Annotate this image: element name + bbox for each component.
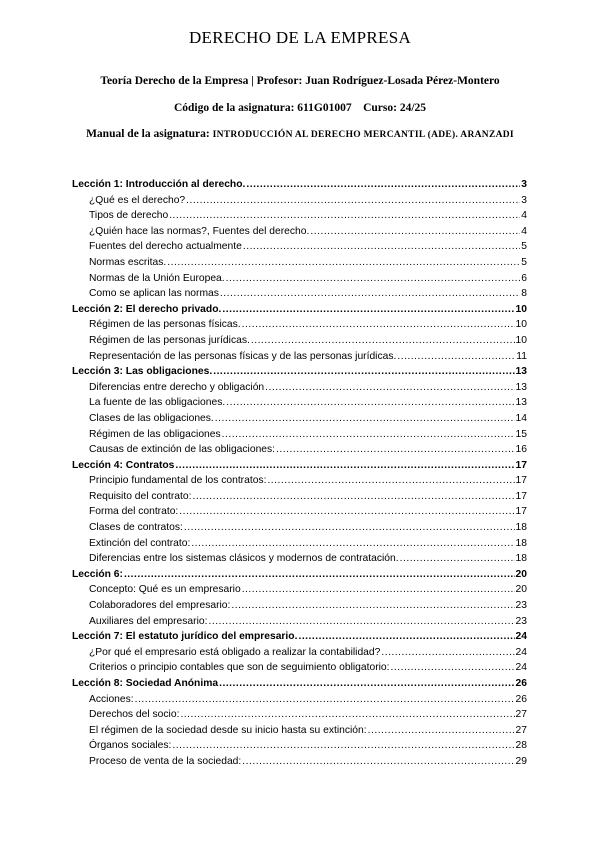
toc-entry-label: ¿Por qué el empresario está obligado a realizar la contabilidad? <box>89 646 381 658</box>
toc-dot-leader <box>220 286 520 302</box>
toc-page-number: 17 <box>515 506 527 518</box>
toc-dot-leader <box>226 271 521 287</box>
toc-page-number: 10 <box>515 334 527 346</box>
toc-entry-label: Régimen de las personas jurídicas. <box>89 334 250 346</box>
toc-entry-label: Principio fundamental de los contratos: <box>89 475 267 487</box>
toc-page-number: 23 <box>515 600 527 612</box>
toc-page-number: 16 <box>515 444 527 456</box>
toc-page-number: 10 <box>515 303 527 315</box>
toc-entry-label: Lección 8: Sociedad Anónima <box>72 678 219 689</box>
toc-entry-label: La fuente de las obligaciones. <box>89 397 226 409</box>
toc-page-number: 17 <box>515 459 527 471</box>
toc-dot-leader <box>124 567 515 583</box>
toc-entry-label: Fuentes del derecho actualmente <box>89 241 242 253</box>
toc-entry-label: Régimen de las obligaciones <box>89 428 221 440</box>
toc-entry-label: Concepto: Qué es un empresario <box>89 584 241 596</box>
toc-subentry[interactable] <box>72 723 527 739</box>
toc-subentry[interactable] <box>72 427 527 443</box>
toc-dot-leader <box>184 520 515 536</box>
toc-dot-leader <box>222 427 515 443</box>
toc-page-number: 26 <box>515 678 527 689</box>
toc-dot-leader <box>172 738 514 754</box>
toc-entry-label: Diferencias entre los sistemas clásicos y modernos de contratación. <box>89 553 399 565</box>
course-code-line: Código de la asignatura: 611G01007 Curso: 24/25 <box>173 102 427 114</box>
toc-page-number: 27 <box>515 724 527 736</box>
toc-dot-leader <box>215 411 515 427</box>
toc-page-number: 5 <box>521 256 527 268</box>
toc-entry-label: Auxiliares del empresario: <box>89 615 208 627</box>
toc-entry-label: Diferencias entre derecho y obligación <box>89 381 265 393</box>
toc-subentry[interactable] <box>72 411 527 427</box>
toc-page-number: 20 <box>515 568 527 580</box>
document-title: DERECHO DE LA EMPRESA <box>188 28 412 47</box>
toc-subentry[interactable] <box>72 536 527 552</box>
toc-dot-leader <box>310 224 520 240</box>
toc-entry-label: Derechos del socio: <box>89 709 180 721</box>
toc-subentry[interactable] <box>72 473 527 489</box>
toc-subentry[interactable] <box>72 224 527 240</box>
toc-lesson-entry[interactable] <box>72 458 527 474</box>
toc-dot-leader <box>135 692 515 708</box>
toc-subentry[interactable] <box>72 614 527 630</box>
toc-page-number: 11 <box>516 350 527 362</box>
toc-dot-leader <box>381 645 514 661</box>
toc-subentry[interactable] <box>72 255 527 271</box>
toc-page-number: 3 <box>521 194 527 206</box>
toc-subentry[interactable] <box>72 271 527 287</box>
toc-dot-leader <box>192 489 514 505</box>
toc-subentry[interactable] <box>72 442 527 458</box>
toc-subentry[interactable] <box>72 551 527 567</box>
toc-dot-leader <box>400 551 515 567</box>
toc-lesson-entry[interactable] <box>72 629 527 645</box>
toc-subentry[interactable] <box>72 692 527 708</box>
toc-page-number: 17 <box>515 475 527 487</box>
toc-subentry[interactable] <box>72 380 527 396</box>
toc-dot-leader <box>242 754 514 770</box>
toc-page-number: 24 <box>515 631 527 643</box>
toc-entry-label: Clases de las obligaciones. <box>89 412 214 424</box>
manual-title: INTRODUCCIÓN AL DERECHO MERCANTIL (ADE). ARANZADI <box>212 130 514 140</box>
toc-lesson-entry[interactable] <box>72 302 527 318</box>
toc-entry-label: Lección 1: Introducción al derecho. <box>72 179 246 190</box>
toc-page-number: 4 <box>521 225 527 237</box>
toc-dot-leader <box>169 208 520 224</box>
toc-subentry[interactable] <box>72 582 527 598</box>
toc-page-number: 18 <box>515 537 527 549</box>
toc-dot-leader <box>265 380 514 396</box>
toc-dot-leader <box>368 723 515 739</box>
toc-dot-leader <box>175 458 514 474</box>
toc-subentry[interactable] <box>72 239 527 255</box>
toc-entry-label: Forma del contrato: <box>89 506 179 518</box>
toc-dot-leader <box>191 536 514 552</box>
toc-subentry[interactable] <box>72 520 527 536</box>
toc-page-number: 13 <box>515 366 527 378</box>
toc-subentry[interactable] <box>72 208 527 224</box>
course-teacher-line: Teoría Derecho de la Empresa | Profesor: Juan Rodríguez-Losada Pérez-Montero <box>100 75 500 87</box>
toc-page-number: 26 <box>515 693 527 705</box>
toc-entry-label: Acciones: <box>89 693 134 705</box>
toc-subentry[interactable] <box>72 349 527 365</box>
toc-entry-label: Como se aplican las normas <box>89 288 219 300</box>
toc-page-number: 14 <box>515 412 527 424</box>
toc-dot-leader <box>246 177 520 193</box>
toc-subentry[interactable] <box>72 333 527 349</box>
toc-page-number: 3 <box>521 179 527 190</box>
toc-dot-leader <box>391 660 515 676</box>
table-of-contents <box>72 177 527 770</box>
toc-dot-leader <box>243 239 520 255</box>
toc-page-number: 29 <box>515 755 527 767</box>
toc-subentry[interactable] <box>72 645 527 661</box>
toc-subentry[interactable] <box>72 598 527 614</box>
toc-dot-leader <box>276 442 514 458</box>
toc-dot-leader <box>231 598 514 614</box>
toc-page-number: 4 <box>521 210 527 222</box>
toc-entry-label: Lección 4: Contratos <box>72 459 175 471</box>
toc-entry-label: Representación de las personas físicas y de las personas jurídicas. <box>89 350 397 362</box>
toc-entry-label: Lección 7: El estatuto jurídico del empresario. <box>72 631 298 643</box>
toc-lesson-entry[interactable] <box>72 676 527 692</box>
toc-page-number: 13 <box>515 381 527 393</box>
toc-entry-label: Régimen de las personas físicas. <box>89 319 241 331</box>
toc-dot-leader <box>167 255 520 271</box>
toc-subentry[interactable] <box>72 707 527 723</box>
toc-entry-label: Proceso de venta de la sociedad: <box>89 755 242 767</box>
toc-page-number: 10 <box>515 319 527 331</box>
toc-entry-label: Causas de extinción de las obligaciones: <box>89 444 276 456</box>
toc-entry-label: Colaboradores del empresario: <box>89 600 231 612</box>
toc-subentry[interactable] <box>72 504 527 520</box>
toc-dot-leader <box>242 582 515 598</box>
toc-entry-label: Clases de contratos: <box>89 522 183 534</box>
toc-page-number: 20 <box>515 584 527 596</box>
toc-dot-leader <box>180 707 514 723</box>
toc-dot-leader <box>226 395 514 411</box>
toc-dot-leader <box>251 333 515 349</box>
toc-page-number: 8 <box>521 288 527 300</box>
toc-dot-leader <box>219 676 514 692</box>
toc-entry-label: Requisito del contrato: <box>89 490 192 502</box>
toc-entry-label: Lección 3: Las obligaciones. <box>72 366 213 378</box>
toc-entry-label: El régimen de la sociedad desde su inicio hasta su extinción: <box>89 724 367 736</box>
toc-entry-label: Normas de la Unión Europea. <box>89 272 225 284</box>
toc-page-number: 6 <box>521 272 527 284</box>
toc-subentry[interactable] <box>72 395 527 411</box>
toc-page-number: 5 <box>521 241 527 253</box>
toc-page-number: 15 <box>515 428 527 440</box>
toc-subentry[interactable] <box>72 193 527 209</box>
toc-entry-label: Extinción del contrato: <box>89 537 191 549</box>
toc-subentry[interactable] <box>72 317 527 333</box>
toc-subentry[interactable] <box>72 754 527 770</box>
toc-page-number: 13 <box>515 397 527 409</box>
toc-subentry[interactable] <box>72 489 527 505</box>
course-manual-line <box>0 128 600 140</box>
toc-entry-label: ¿Quién hace las normas?, Fuentes del derecho. <box>89 225 310 237</box>
toc-dot-leader <box>213 364 514 380</box>
toc-page-number: 24 <box>515 662 527 674</box>
toc-entry-label: Órganos sociales: <box>89 740 172 752</box>
toc-page-number: 24 <box>515 646 527 658</box>
toc-lesson-entry[interactable] <box>72 364 527 380</box>
toc-dot-leader <box>222 302 514 318</box>
manual-prefix: Manual de la asignatura: <box>86 128 213 140</box>
toc-page-number: 18 <box>515 522 527 534</box>
toc-dot-leader <box>267 473 514 489</box>
toc-subentry[interactable] <box>72 660 527 676</box>
toc-dot-leader <box>208 614 514 630</box>
toc-page-number: 17 <box>515 490 527 502</box>
toc-entry-label: ¿Qué es el derecho? <box>89 194 186 206</box>
toc-dot-leader <box>186 193 520 209</box>
toc-lesson-entry[interactable] <box>72 177 527 193</box>
toc-entry-label: Lección 2: El derecho privado. <box>72 303 222 315</box>
toc-lesson-entry[interactable] <box>72 567 527 583</box>
toc-page-number: 18 <box>515 553 527 565</box>
toc-page-number: 28 <box>515 740 527 752</box>
toc-page-number: 23 <box>515 615 527 627</box>
toc-dot-leader <box>298 629 514 645</box>
toc-dot-leader <box>242 317 515 333</box>
toc-entry-label: Normas escritas. <box>89 256 167 268</box>
toc-dot-leader <box>397 349 515 365</box>
toc-entry-label: Criterios o principio contables que son de seguimiento obligatorio: <box>89 662 390 674</box>
toc-entry-label: Tipos de derecho <box>89 210 169 222</box>
toc-page-number: 27 <box>515 709 527 721</box>
toc-entry-label: Lección 6: <box>72 568 123 580</box>
toc-subentry[interactable] <box>72 286 527 302</box>
toc-dot-leader <box>179 504 514 520</box>
toc-subentry[interactable] <box>72 738 527 754</box>
